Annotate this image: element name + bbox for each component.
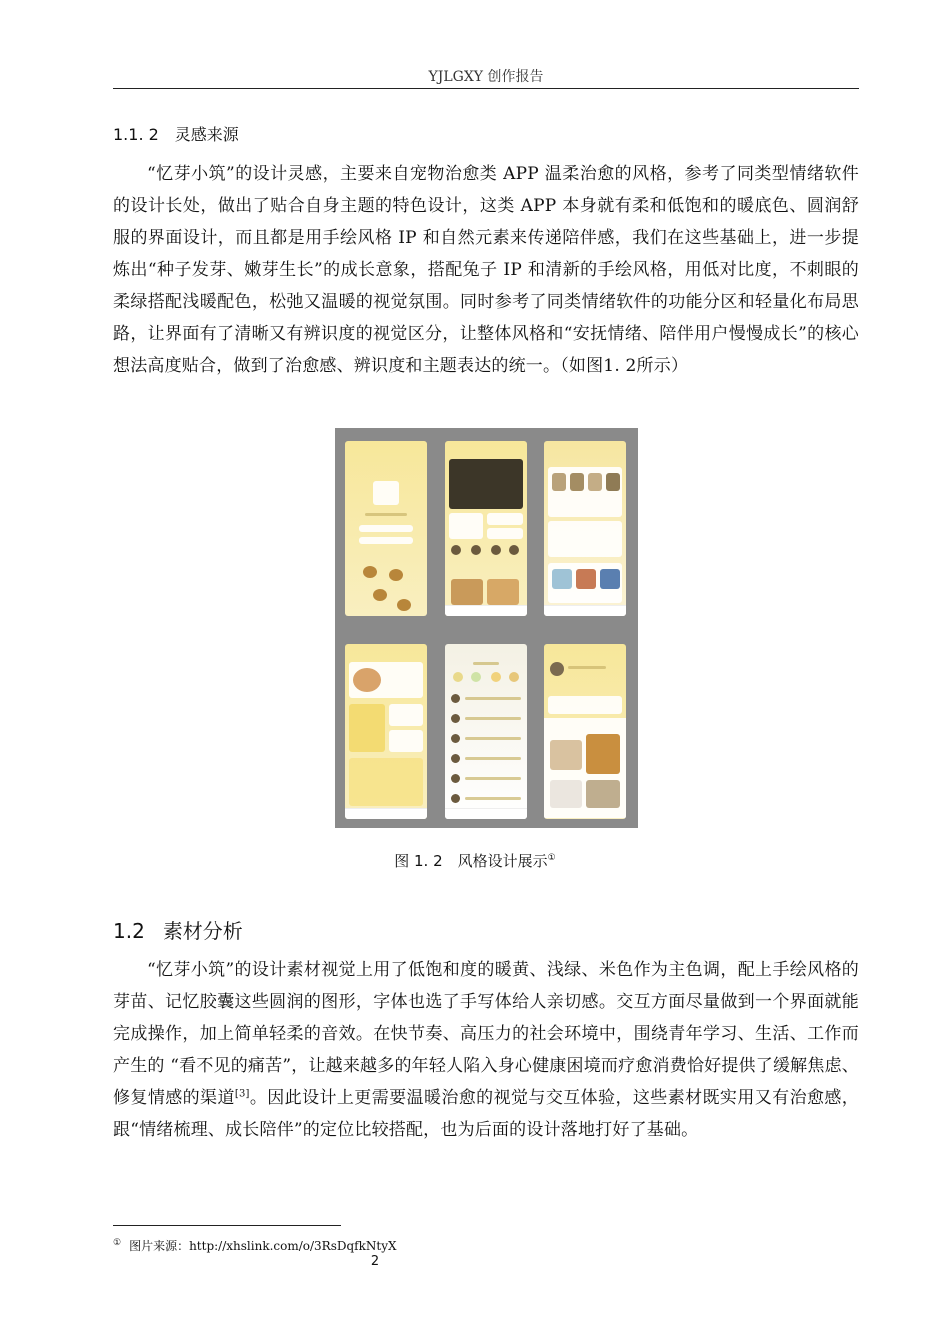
- inspiration-paragraph: “忆芽小筑”的设计灵感，主要来自宠物治愈类 APP 温柔治愈的风格，参考了同类型情绪软件的设计长处，做出了贴合自身主题的特色设计，这类 APP 本身就有柔和低饱和的暖底色、圆润舒服的界面设计，而且都是用手绘风格 IP 和自然元素来传递陪伴感，我们在这些基础上，进一步提炼出“种子发芽、嫩芽生长”的成长意象，搭配兔子 IP 和清新的手绘风格，用低对比度，不刺眼的柔绿搭配浅暖配色，松弛又温暖的视觉氛围。同时参考了同类情绪软件的功能分区和轻量化布局思路，让界面有了清晰又有辨识度的视觉区分，让整体风格和“安抚情绪、陪伴用户慢慢成长”的核心想法高度贴合，做到了治愈感、辨识度和主题表达的统一。（如图1. 2所示）: [113, 164, 859, 376]
- app-screen-user-profile: [544, 644, 626, 819]
- section-title: 灵感来源: [174, 125, 239, 144]
- running-header: YJLGXY 创作报告: [428, 69, 544, 85]
- app-screen-pet-profile: [345, 644, 427, 819]
- section-title: 素材分析: [162, 919, 243, 943]
- section-heading-1-2: [113, 915, 243, 944]
- style-showcase-figure: [335, 428, 638, 828]
- app-screen-home: [445, 441, 527, 616]
- footnote-text: 图片来源：http://xhslink.com/o/3RsDqfkNtyX: [129, 1239, 397, 1253]
- figure-caption-text: 图 1. 2 风格设计展示: [394, 852, 548, 870]
- paragraph-text-continued: 。因此设计上更需要温暖治愈的视觉与交互体验，这些素材既实用又有治愈感，跟“情绪梳理、成长陪伴”的定位比较搭配，也为后面的设计落地打好了基础。: [113, 1088, 859, 1140]
- app-screen-shop: [544, 441, 626, 616]
- footnote-mark: ①: [113, 1238, 122, 1248]
- footnote-rule: [113, 1225, 341, 1226]
- citation-ref: [3]: [234, 1088, 250, 1100]
- header-rule: [113, 88, 859, 89]
- paragraph-text: “忆芽小筑”的设计素材视觉上用了低饱和度的暖黄、浅绿、米色作为主色调，配上手绘风格的芽苗、记忆胶囊这些圆润的图形，字体也选了手写体给人亲切感。交互方面尽量做到一个界面就能完成操作，加上简单轻柔的音效。在快节奏、高压力的社会环境中，围绕青年学习、生活、工作而产生的 “看不见的痛苦”，让越来越多的年轻人陷入身心健康困境而疗愈消费恰好提供了缓解焦虑、修复情感的渠道: [113, 960, 859, 1108]
- section-number: 1.1. 2: [113, 125, 159, 144]
- page-number: 2: [370, 1254, 380, 1269]
- material-analysis-paragraph: [113, 954, 859, 1146]
- footnote: [113, 1237, 397, 1254]
- section-number: 1.2: [113, 919, 145, 943]
- app-screen-login: [345, 441, 427, 616]
- figure-caption: [0, 850, 950, 871]
- figure-footnote-mark: ①: [547, 853, 556, 863]
- section-heading-1-1-2: [113, 122, 239, 145]
- app-screen-messages: [445, 644, 527, 819]
